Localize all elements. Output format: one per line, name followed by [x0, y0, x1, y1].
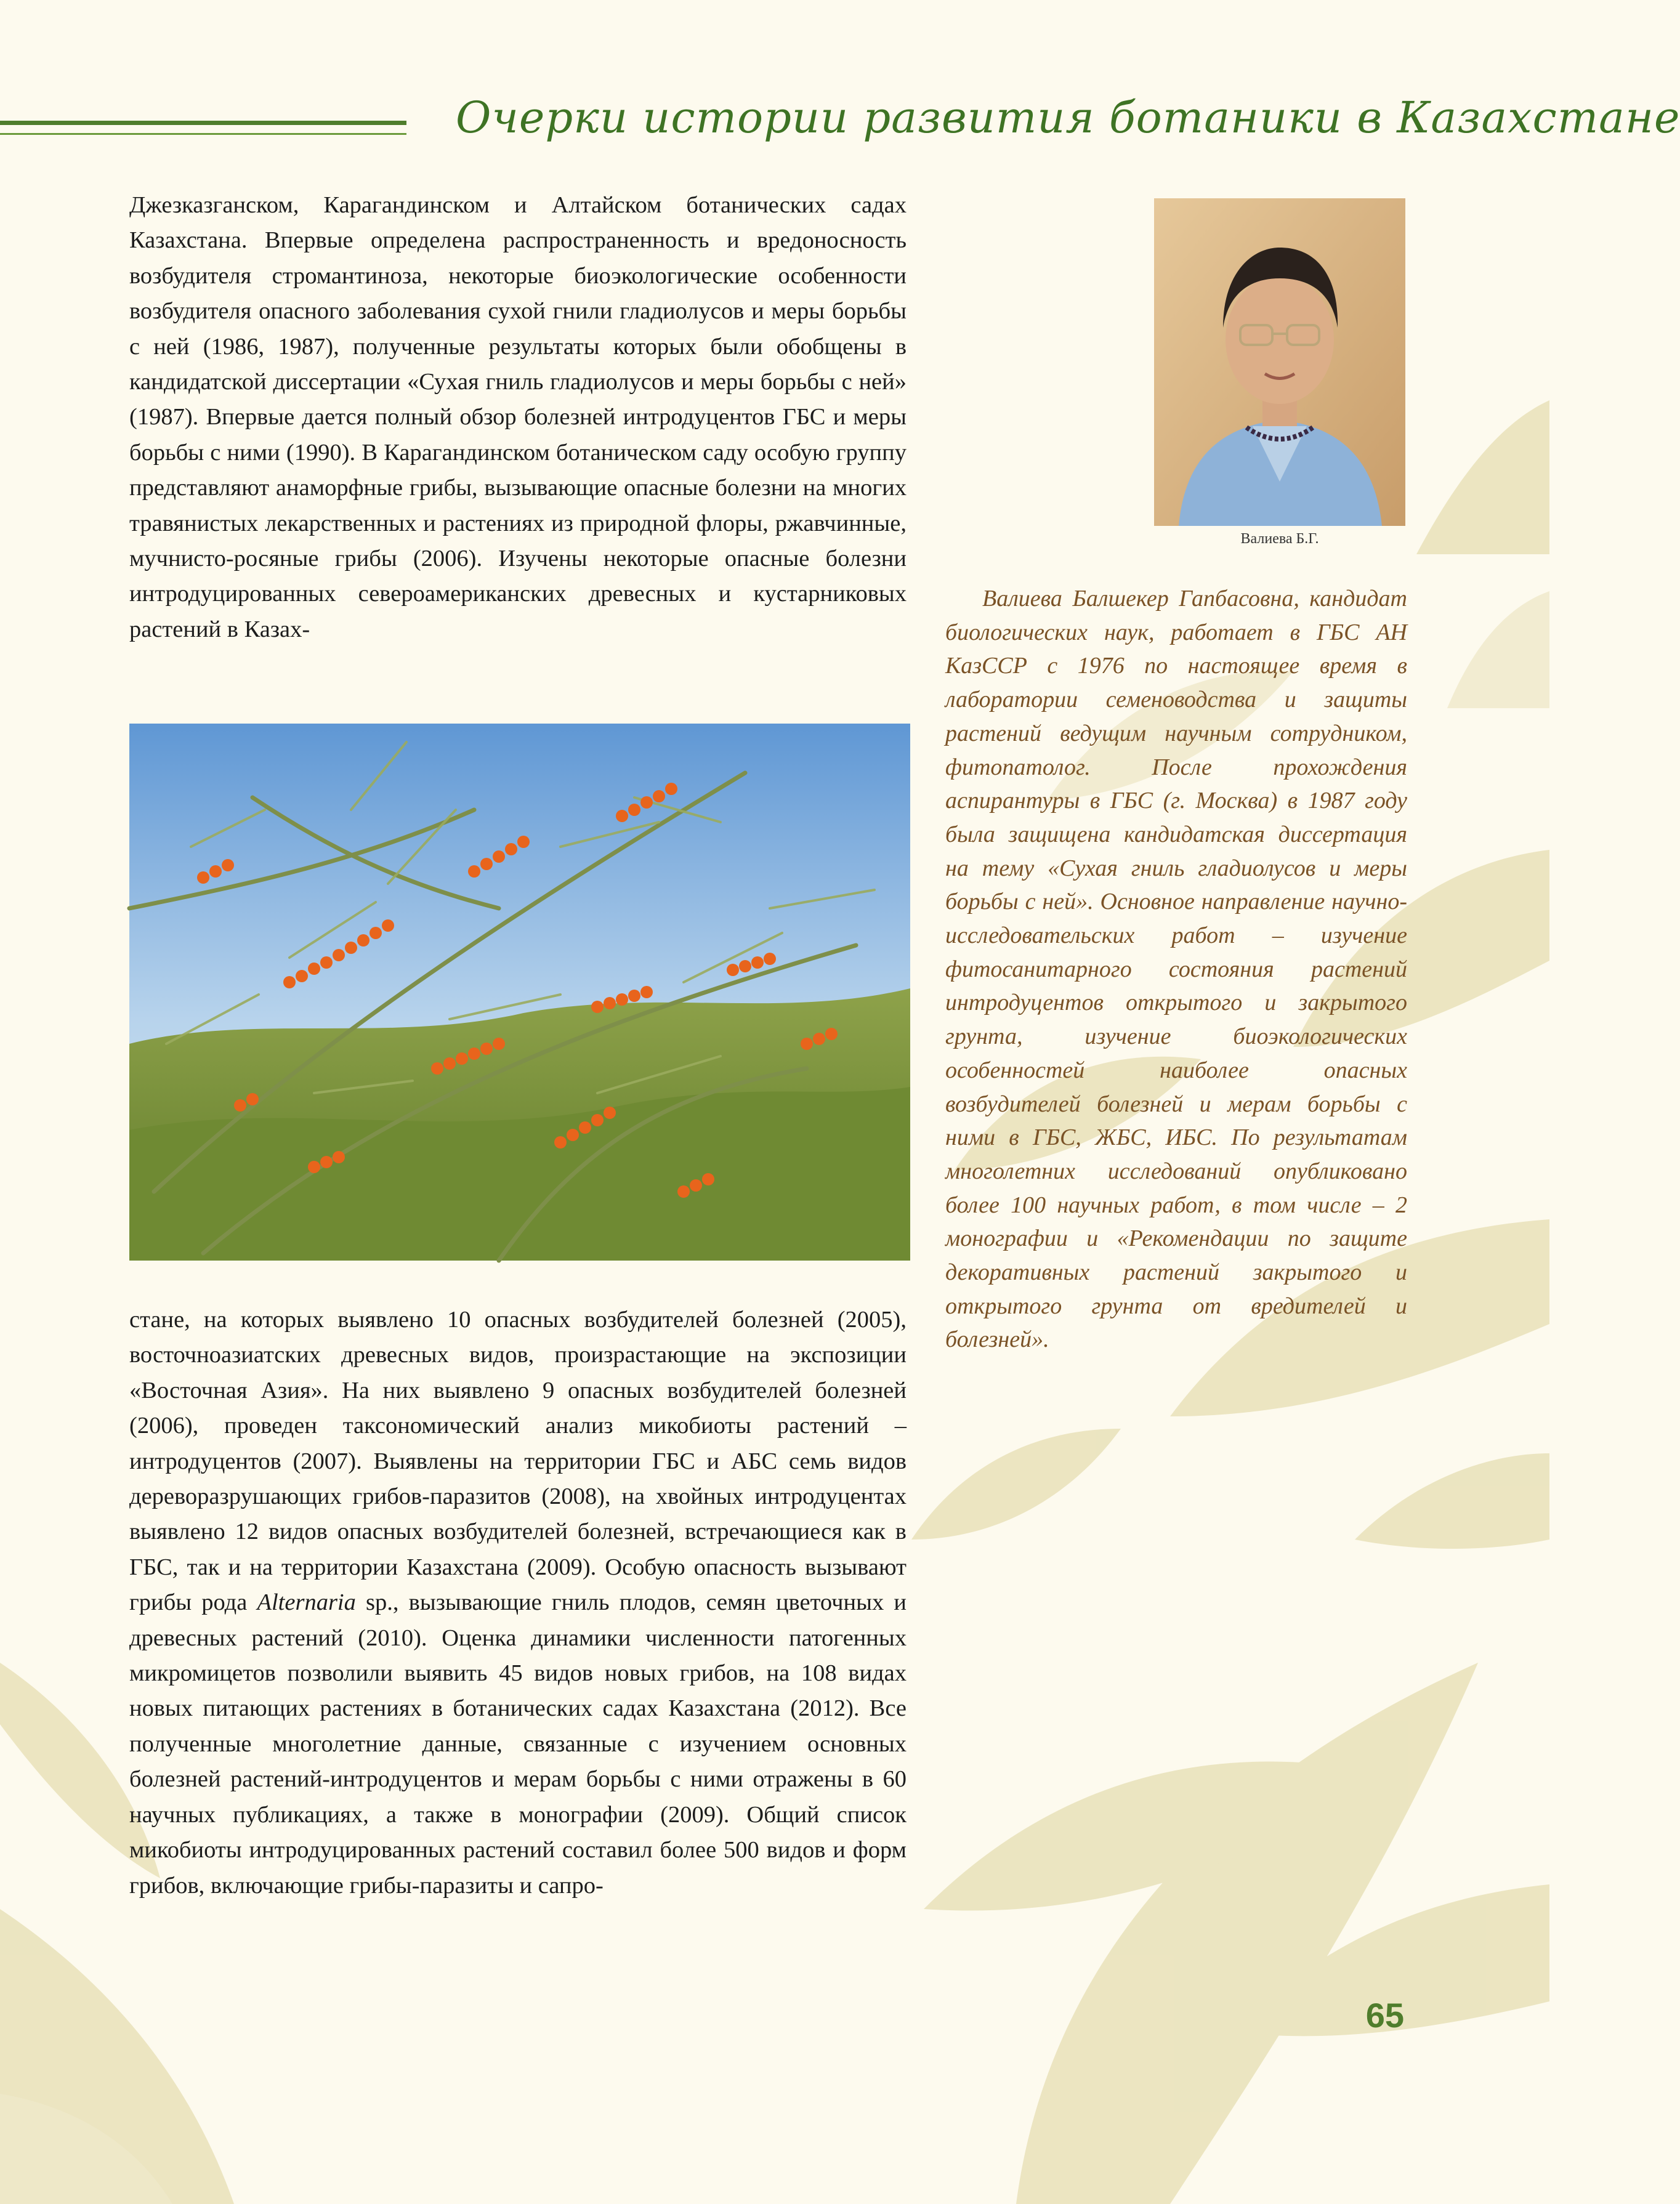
- body-text-part2-a: стане, на которых выявлено 10 опасных возбудителей болезней (2005), восточноазиатских древесных видов, произрастающие на экспозиции «Восточная Азия». На них выявлено 9 опасных возбудителей болезней (2006), проведен таксономический анализ микобиоты растений – интродуцентов (2007). Выявлены на территории ГБС и АБС семь видов дереворазрушающих грибов-паразитов (2008), на хвойных интродуцентах выявлено 12 видов опасных возбудителей болезней, встречающиеся как в ГБС, так и на территории Казахстана (2009). Особую опасность вызывают грибы рода: [129, 1307, 907, 1616]
- body-text-column-part2: [129, 1302, 907, 1992]
- portrait-photo: [1154, 198, 1405, 526]
- sea-buckthorn-photo: [129, 724, 910, 1261]
- biography-text: Валиева Балшекер Гапбасовна, кандидат биологических наук, работает в ГБС АН КазССР с 1976 по настоящее время в лаборатории семеноводства и защиты растений ведущим научным сотрудником, фитопатолог. После прохождения аспирантуры в ГБС (г. Москва) в 1987 году была защищена кандидатская диссертация на тему «Сухая гниль гладиолусов и меры борьбы с ней». Основное направление научно-исследовательских работ – изучение фитосанитарного состояния растений интродуцентов открытого и закрытого грунта, изучение биоэкологических особенностей наиболее опасных возбудителей болезней и мерам борьбы с ними в ГБС, ЖБС, ИБС. По результатам многолетних исследований опубликовано более 100 научных работ, в том числе – 2 монографии и «Рекомендации по защите декоративных растений закрытого и открытого грунта от вредителей и болезней».: [945, 586, 1407, 1353]
- page-number: 65: [1365, 1996, 1404, 2035]
- body-text-column-part1: Джезказганском, Карагандинском и Алтайском ботанических садах Казахстана. Впервые определена распространенность и вредоносность возбудителя стромантиноза, некоторые биоэкологические особенности возбудителя опасного заболевания сухой гнили гладиолусов и меры борьбы с ней (1986, 1987), полученные результаты которых были обобщены в кандидатской диссертации «Сухая гниль гладиолусов и меры борьбы с ней» (1987). Впервые дается полный обзор болезней интродуцентов ГБС и меры борьбы с ними (1990). В Карагандинском ботаническом саду особую группу представляют анаморфные грибы, вызывающие опасные болезни на многих травянистых лекарственных и растениях из природной флоры, ржавчинные, мучнисто-росяные грибы (2006). Изучены некоторые опасные болезни интродуцированных североамериканских древесных и кустарниковых растений в Казах-: [129, 192, 907, 642]
- portrait-caption: Валиева Б.Г.: [1240, 531, 1319, 547]
- running-header-title: Очерки истории развития ботаники в Казахстане: [456, 92, 1680, 143]
- header-rule-thick: [0, 121, 406, 125]
- genus-name-alternaria: Alternaria: [257, 1589, 356, 1616]
- header-rule-thin: [0, 133, 406, 135]
- body-text-part2-b: sp., вызывающие гниль плодов, семян цветочных и древесных растений (2010). Оценка динамики численности патогенных микромицетов позволили выявить 45 видов новых грибов, на 108 видах новых питающих растениях в ботанических садах Казахстана (2012). Все полученные многолетние данные, связанные с изучением основных болезней растений-интродуцентов и мерам борьбы с ними отражены в 60 научных публикациях, а также в монографии (2009). Общий список микобиоты интродуцированных растений составил более 500 видов и форм грибов, включающие грибы-паразиты и сапро-: [129, 1589, 907, 1899]
